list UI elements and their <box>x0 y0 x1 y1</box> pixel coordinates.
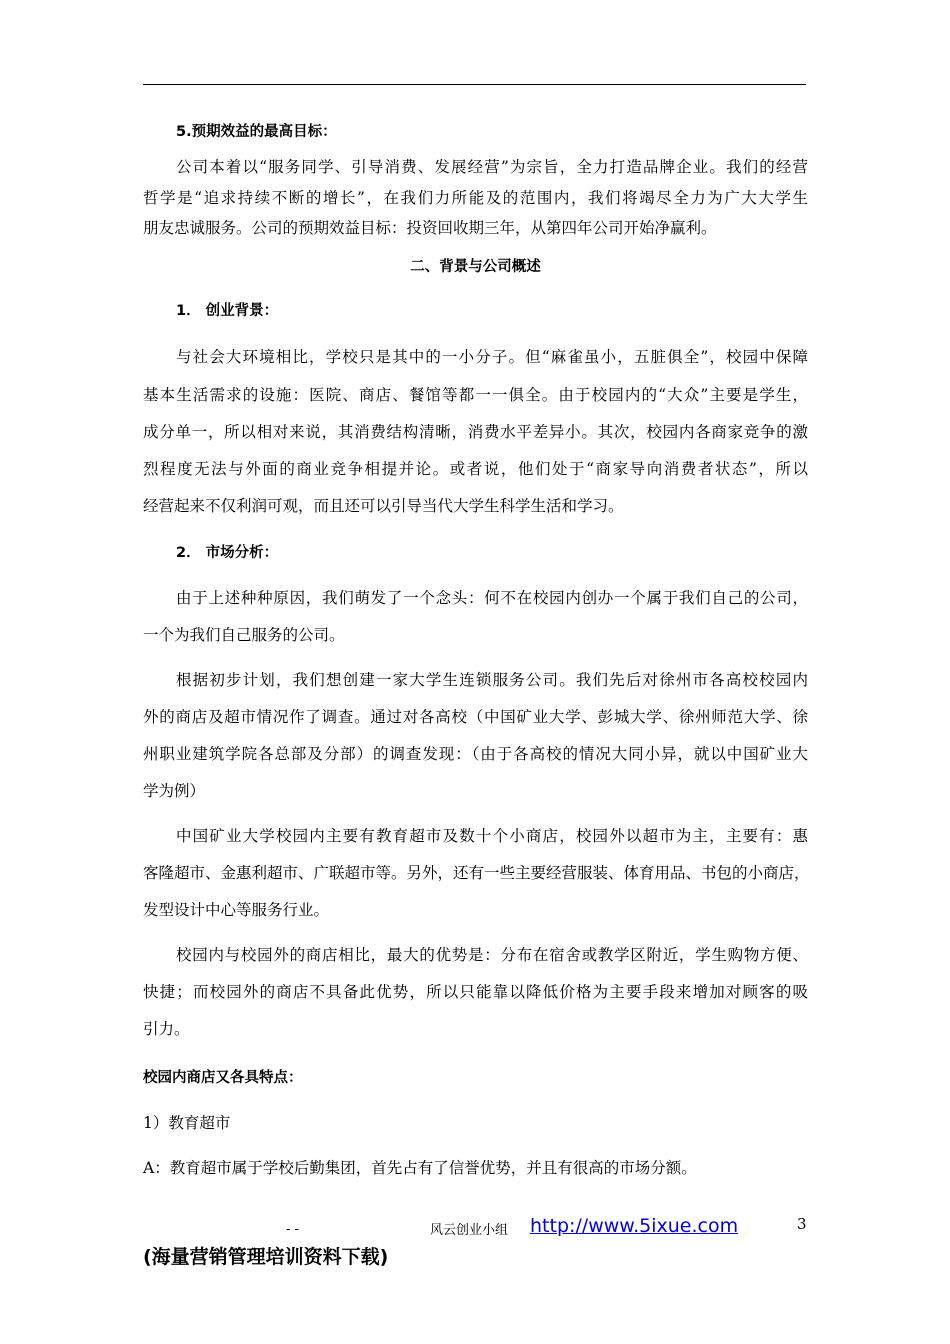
market-p4-line-2: 快捷；而校园外的商店不具备此优势，所以只能靠以降低价格为主要手段来增加对顾客的吸 <box>143 983 808 1001</box>
section5-heading: 5.预期效益的最高目标： <box>176 124 337 140</box>
section5-line-2: 哲学是“追求持续不断的增长”，在我们力所能及的范围内，我们将竭尽全力为广大大学生 <box>143 189 808 207</box>
market-p2-line-3: 州职业建筑学院各总部及分部）的调查发现：（由于各高校的情况大同小异，就以中国矿业大 <box>143 745 808 763</box>
footer-dash: - - <box>286 1222 299 1237</box>
market-p2-line-1: 根据初步计划，我们想创建一家大学生连锁服务公司。我们先后对徐州市各高校校园内 <box>176 671 808 689</box>
market-p3-line-1: 中国矿业大学校园内主要有教育超市及数十个小商店，校园外以超市为主，主要有：惠 <box>176 827 808 845</box>
footer-download-note: (海量营销管理培训资料下载) <box>143 1246 389 1268</box>
background-line-5: 经营起来不仅利润可观，而且还可以引导当代大学生科学生活和学习。 <box>143 497 624 515</box>
market-p1-line-1: 由于上述种种原因，我们萌发了一个念头：何不在校园内创办一个属于我们自己的公司， <box>176 589 808 607</box>
features-item-1: 1）教育超市 <box>143 1114 231 1132</box>
background-heading: 1． 创业背景： <box>176 303 279 319</box>
market-p4-line-3: 引力。 <box>143 1020 190 1038</box>
market-p2-line-2: 外的商店及超市情况作了调查。通过对各高校（中国矿业大学、彭城大学、徐州师范大学、徐 <box>143 708 808 726</box>
market-heading: 2． 市场分析： <box>176 545 279 561</box>
part2-title: 二、背景与公司概述 <box>410 259 541 275</box>
market-p3-line-3: 发型设计中心等服务行业。 <box>143 901 330 919</box>
market-p1-line-2: 一个为我们自己服务的公司。 <box>143 626 345 644</box>
features-heading: 校园内商店又各具特点： <box>143 1070 303 1086</box>
background-line-2: 基本生活需求的设施：医院、商店、餐馆等都一一俱全。由于校园内的“大众”主要是学生， <box>143 386 808 404</box>
footer-group-name: 风云创业小组 <box>430 1223 509 1238</box>
section5-line-3: 朋友忠诚服务。公司的预期效益目标：投资回收期三年，从第四年公司开始净赢利。 <box>143 219 717 237</box>
market-p4-line-1: 校园内与校园外的商店相比，最大的优势是：分布在宿舍或教学区附近，学生购物方便、 <box>176 946 808 964</box>
background-line-4: 烈程度无法与外面的商业竞争相提并论。或者说，他们处于“商家导向消费者状态”，所以 <box>143 460 808 478</box>
page-number: 3 <box>797 1215 807 1233</box>
section5-line-1: 公司本着以“服务同学、引导消费、发展经营”为宗旨，全力打造品牌企业。我们的经营 <box>176 158 808 176</box>
background-line-3: 成分单一，所以相对来说，其消费结构清晰，消费水平差异小。其次，校园内各商家竞争的激 <box>143 423 808 441</box>
header-rule <box>143 84 806 85</box>
market-p2-line-4: 学为例） <box>143 782 206 800</box>
footer-website-link[interactable]: http://www.5ixue.com <box>530 1215 739 1237</box>
market-p3-line-2: 客隆超市、金惠利超市、广联超市等。另外，还有一些主要经营服装、体育用品、书包的小商店， <box>143 864 810 882</box>
features-item-a: A：教育超市属于学校后勤集团，首先占有了信誉优势，并且有很高的市场分额。 <box>143 1159 697 1177</box>
background-line-1: 与社会大环境相比，学校只是其中的一小分子。但“麻雀虽小，五脏俱全”，校园中保障 <box>176 348 808 366</box>
